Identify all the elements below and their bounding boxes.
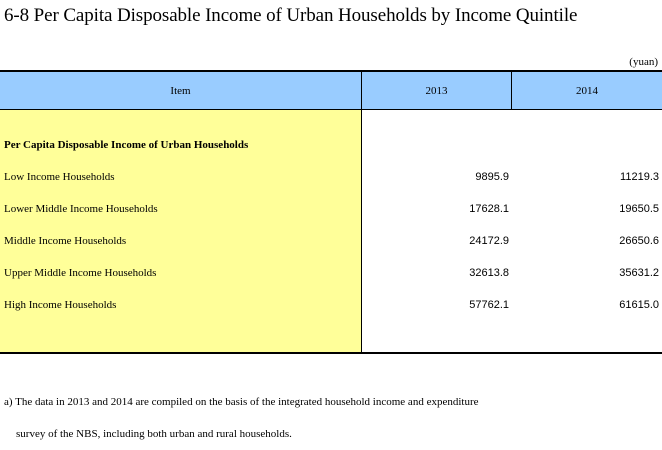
value-2013: 57762.1 bbox=[469, 299, 509, 311]
value-2014: 35631.2 bbox=[619, 267, 659, 279]
row-label: Middle Income Households bbox=[4, 235, 127, 247]
row-label: Lower Middle Income Households bbox=[4, 203, 158, 215]
table-bottom-rule bbox=[0, 352, 662, 354]
section-label: Per Capita Disposable Income of Urban Households bbox=[4, 139, 249, 151]
value-2013: 24172.9 bbox=[469, 235, 509, 247]
row-label: Upper Middle Income Households bbox=[4, 267, 157, 279]
column-header-item: Item bbox=[0, 72, 361, 109]
row-label: Low Income Households bbox=[4, 171, 115, 183]
value-2014: 19650.5 bbox=[619, 203, 659, 215]
value-2013: 17628.1 bbox=[469, 203, 509, 215]
page-title: 6-8 Per Capita Disposable Income of Urban Households by Income Quintile bbox=[4, 5, 578, 26]
unit-label: (yuan) bbox=[629, 56, 658, 68]
column-divider-1 bbox=[361, 72, 362, 352]
value-2013: 32613.8 bbox=[469, 267, 509, 279]
value-2013: 9895.9 bbox=[475, 171, 509, 183]
row-label: High Income Households bbox=[4, 299, 117, 311]
column-divider-2 bbox=[511, 72, 512, 109]
column-header-2013: 2013 bbox=[362, 72, 511, 109]
value-2014: 11219.3 bbox=[620, 171, 659, 183]
footnote-line-1: a) The data in 2013 and 2014 are compiled on the basis of the integrated household income and expenditure bbox=[4, 396, 479, 408]
footnote-line-2: survey of the NBS, including both urban and rural households. bbox=[16, 428, 292, 440]
value-2014: 26650.6 bbox=[619, 235, 659, 247]
value-2014: 61615.0 bbox=[619, 299, 659, 311]
column-header-2014: 2014 bbox=[512, 72, 662, 109]
